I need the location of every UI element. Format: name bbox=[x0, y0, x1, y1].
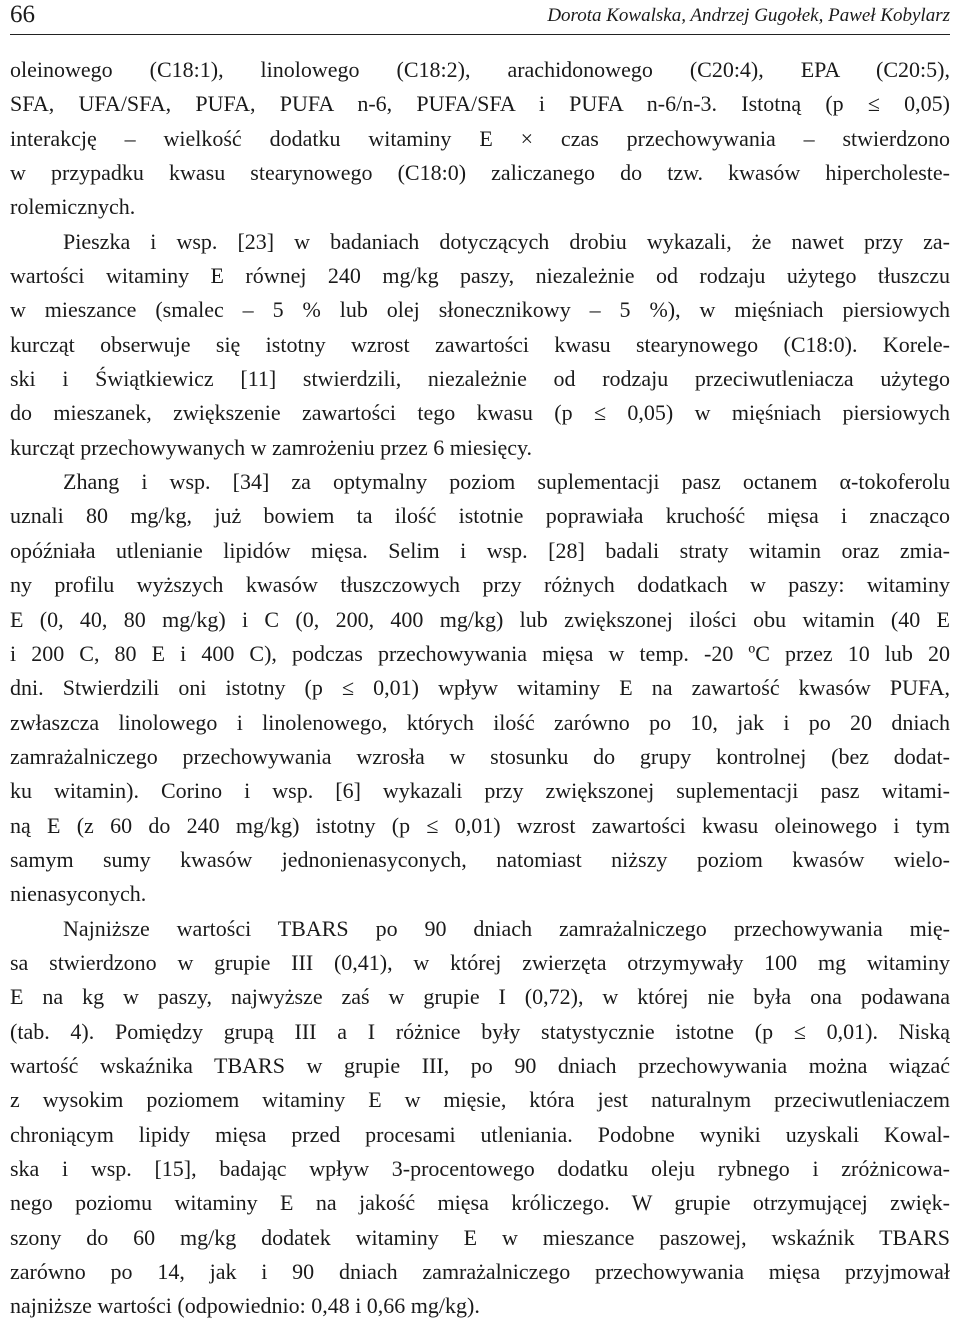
text-line: (tab. 4). Pomiędzy grupą III a I różnice były statystycznie istotne (p ≤ 0,01). Niską bbox=[10, 1018, 950, 1044]
text-line: opóźniała utlenianie lipidów mięsa. Selim i wsp. [28] badali straty witamin oraz zmia- bbox=[10, 537, 950, 563]
text-line: kurcząt obserwuje się istotny wzrost zawartości kwasu stearynowego (C18:0). Korele- bbox=[10, 331, 950, 357]
text-line: chroniącym lipidy mięsa przed procesami utleniania. Podobne wyniki uzyskali Kowal- bbox=[10, 1121, 950, 1147]
text-line: sa stwierdzono w grupie III (0,41), w której zwierzęta otrzymywały 100 mg witaminy bbox=[10, 949, 950, 975]
text-line: i 200 C, 80 E i 400 C), podczas przechowywania mięsa w temp. -20 ºC przez 10 lub 20 bbox=[10, 640, 950, 666]
text-line: zamrażalniczego przechowywania wzrosła w stosunku do grupy kontrolnej (bez dodat- bbox=[10, 743, 950, 769]
text-line: oleinowego (C18:1), linolowego (C18:2), arachidonowego (C20:4), EPA (C20:5), bbox=[10, 57, 950, 82]
text-line: szony do 60 mg/kg dodatek witaminy E w mieszance paszowej, wskaźnik TBARS bbox=[10, 1224, 950, 1250]
text-line: dni. Stwierdzili oni istotny (p ≤ 0,01) wpływ witaminy E na zawartość kwasów PUFA, bbox=[10, 675, 950, 701]
text-line: samym sumy kwasów jednonienasyconych, natomiast niższy poziom kwasów wielo- bbox=[10, 846, 950, 872]
text-line: do mieszanek, zwiększenie zawartości tego kwasu (p ≤ 0,05) w mięśniach piersiowych bbox=[10, 400, 950, 426]
text-line: w mieszance (smalec – 5 % lub olej słonecznikowy – 5 %), w mięśniach piersiowych bbox=[10, 297, 950, 323]
text-line: E (0, 40, 80 mg/kg) i C (0, 200, 400 mg/kg) lub zwiększonej ilości obu witamin (40 E bbox=[10, 606, 950, 632]
text-line: rolemicznych. bbox=[10, 194, 136, 220]
text-line: w przypadku kwasu stearynowego (C18:0) zaliczanego do tzw. kwasów hipercholeste- bbox=[10, 160, 950, 186]
text-line: Najniższe wartości TBARS po 90 dniach zamrażalniczego przechowywania mię- bbox=[63, 915, 950, 941]
text-line: z wysokim poziomem witaminy E w mięsie, która jest naturalnym przeciwutleniaczem bbox=[10, 1087, 950, 1113]
text-line: ska i wsp. [15], badając wpływ 3-procentowego dodatku oleju rybnego i zróżnicowa- bbox=[10, 1156, 950, 1181]
body-text bbox=[10, 53, 950, 1324]
text-line: ski i Świątkiewicz [11] stwierdzili, niezależnie od rodzaju przeciwutleniacza użytego bbox=[10, 366, 950, 392]
text-line: kurcząt przechowywanych w zamrożeniu przez 6 miesięcy. bbox=[10, 434, 533, 460]
text-line: najniższe wartości (odpowiednio: 0,48 i 0,66 mg/kg). bbox=[10, 1293, 480, 1319]
text-line: zwłaszcza linolowego i linolenowego, których ilość zarówno po 10, jak i po 20 dniach bbox=[10, 709, 950, 735]
text-line: SFA, UFA/SFA, PUFA, PUFA n-6, PUFA/SFA i PUFA n-6/n-3. Istotną (p ≤ 0,05) bbox=[10, 91, 950, 117]
text-line: Pieszka i wsp. [23] w badaniach dotyczących drobiu wykazali, że nawet przy za- bbox=[63, 228, 950, 254]
text-line: ku witamin). Corino i wsp. [6] wykazali przy zwiększonej suplementacji pasz witami- bbox=[10, 778, 950, 804]
page-number: 66 bbox=[10, 1, 35, 28]
text-line: uznali 80 mg/kg, już bowiem ta ilość istotnie poprawiała kruchość mięsa i znacząco bbox=[10, 503, 950, 529]
page-header bbox=[10, 0, 950, 35]
text-line: wartości witaminy E równej 240 mg/kg paszy, niezależnie od rodzaju użytego tłuszczu bbox=[10, 263, 950, 289]
text-line: nego poziomu witaminy E na jakość mięsa króliczego. W grupie otrzymującej zwięk- bbox=[10, 1190, 950, 1216]
text-line: nienasyconych. bbox=[10, 881, 147, 907]
text-line: ną E (z 60 do 240 mg/kg) istotny (p ≤ 0,01) wzrost zawartości kwasu oleinowego i tym bbox=[10, 812, 950, 838]
text-line: interakcję – wielkość dodatku witaminy E × czas przechowywania – stwierdzono bbox=[10, 125, 950, 151]
running-head-authors: Dorota Kowalska, Andrzej Gugołek, Paweł Kobylarz bbox=[547, 5, 950, 26]
text-line: zarówno po 14, jak i 90 dniach zamrażalniczego przechowywania mięsa przyjmował bbox=[10, 1259, 950, 1285]
text-line: Zhang i wsp. [34] za optymalny poziom suplementacji pasz octanem α-tokoferolu bbox=[63, 469, 950, 495]
text-line: ny profilu wyższych kwasów tłuszczowych przy różnych dodatkach w paszy: witaminy bbox=[10, 572, 950, 598]
text-line: wartość wskaźnika TBARS w grupie III, po 90 dniach przechowywania można wiązać bbox=[10, 1052, 950, 1078]
text-line: E na kg w paszy, najwyższe zaś w grupie I (0,72), w której nie była ona podawana bbox=[10, 984, 950, 1010]
